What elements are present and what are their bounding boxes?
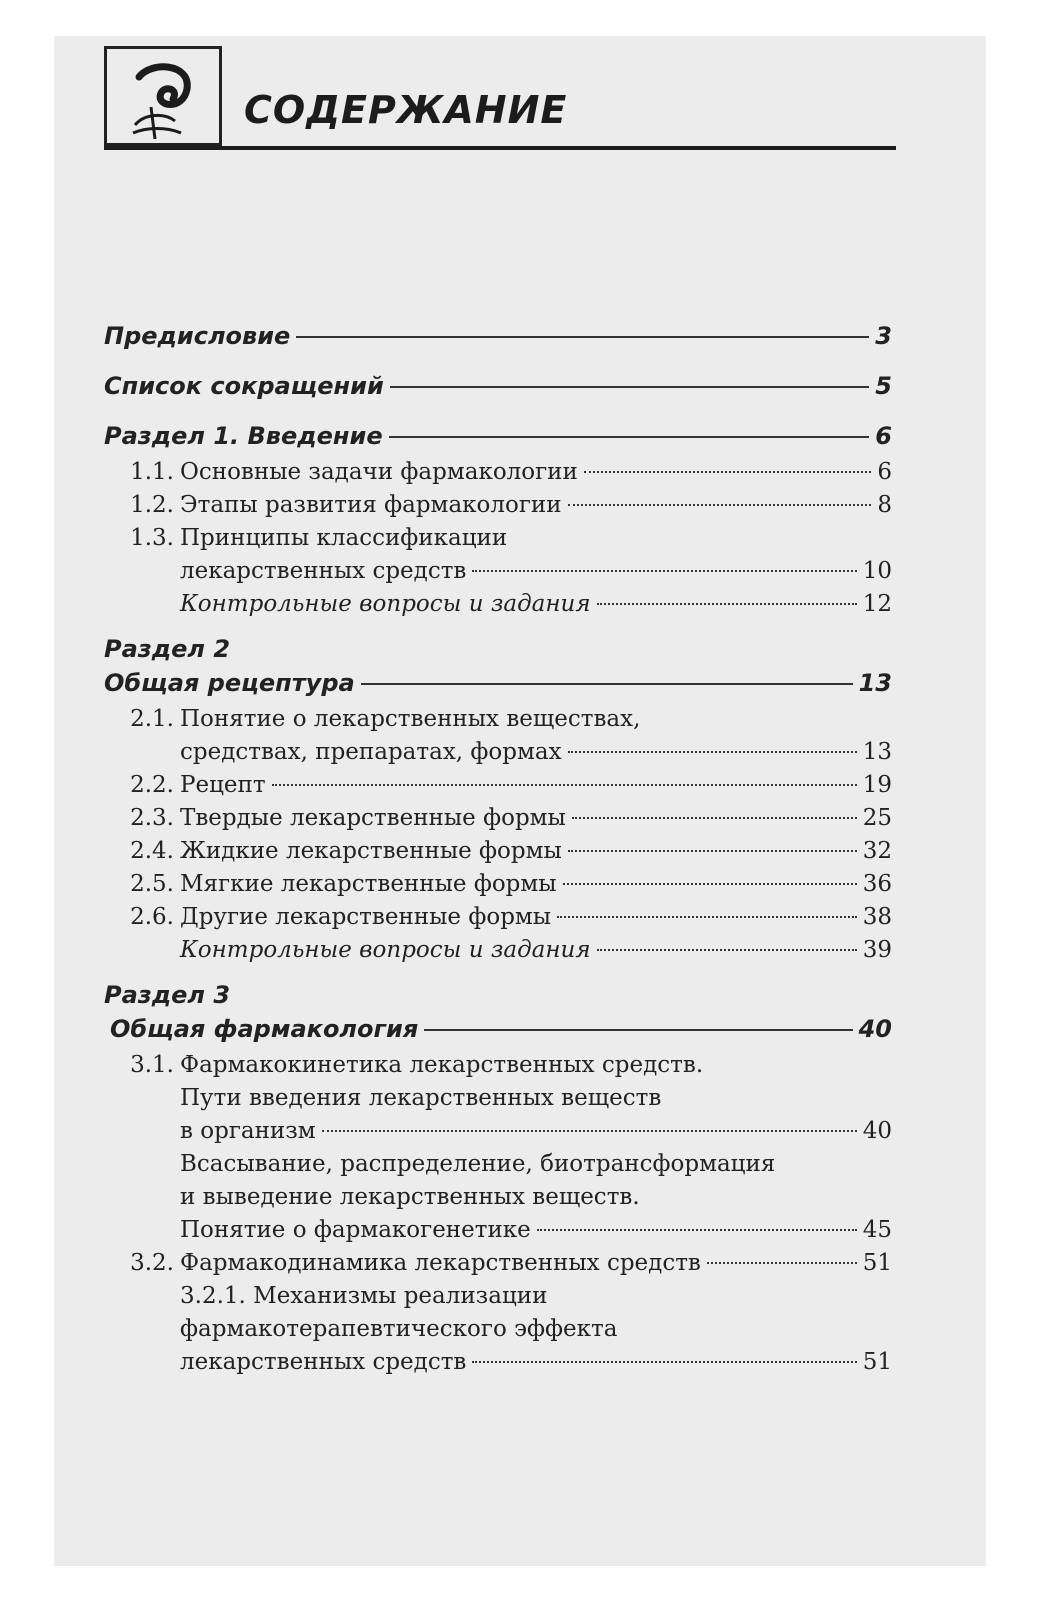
entry-label: Этапы развития фармакологии <box>180 492 562 518</box>
toc-entry-1-3-first-line[interactable] <box>104 522 892 555</box>
entry-page: 13 <box>858 669 892 697</box>
entry-number: 2.4. <box>130 838 174 864</box>
toc-entry-1-3[interactable] <box>104 555 892 588</box>
leader-line <box>296 336 869 338</box>
toc-entry-2-6[interactable] <box>104 901 892 934</box>
entry-number: 2.3. <box>130 805 174 831</box>
toc-entry-3-2-1-line-1[interactable]: 3.2.1. Механизмы реализации <box>180 1283 548 1309</box>
toc-entry-questions-1[interactable] <box>104 588 892 621</box>
table-of-contents <box>104 322 892 1379</box>
entry-label: Фармакодинамика лекарственных средств <box>180 1250 701 1276</box>
toc-entry-preface[interactable] <box>104 322 892 356</box>
entry-number: 1.3. <box>130 525 174 551</box>
entry-label: Предисловие <box>104 322 291 350</box>
pharmacy-logo <box>104 46 222 146</box>
entry-page: 13 <box>862 739 892 765</box>
entry-label: Понятие о фармакогенетике <box>180 1217 531 1243</box>
contents-header <box>104 46 896 154</box>
toc-entry-2-1[interactable] <box>104 736 892 769</box>
entry-label: Основные задачи фармакологии <box>180 459 578 485</box>
entry-page: 5 <box>875 372 892 400</box>
leader-line <box>272 784 857 786</box>
leader-line <box>390 386 870 388</box>
leader-line <box>597 603 857 605</box>
entry-label-line: Принципы классификации <box>180 525 508 551</box>
entry-label: Раздел 1. Введение <box>104 422 383 450</box>
entry-label: Контрольные вопросы и задания <box>180 937 591 963</box>
entry-label: Другие лекарственные формы <box>180 904 552 930</box>
entry-label: средствах, препаратах, формах <box>180 739 562 765</box>
bowl-of-hygieia-icon <box>121 55 211 143</box>
leader-line <box>572 817 857 819</box>
entry-page: 12 <box>862 591 892 617</box>
entry-page: 36 <box>862 871 892 897</box>
toc-entry-3-2-1-line-2: фармакотерапевтического эффекта <box>180 1316 618 1342</box>
entry-page: 19 <box>862 772 892 798</box>
entry-page: 25 <box>862 805 892 831</box>
entry-label: Жидкие лекарственные формы <box>180 838 562 864</box>
entry-page: 40 <box>862 1118 892 1144</box>
title-underline <box>104 146 896 150</box>
section-3-heading: Раздел 3 <box>104 981 231 1009</box>
entry-page: 6 <box>875 422 892 450</box>
leader-line <box>568 850 857 852</box>
entry-page: 51 <box>862 1250 892 1276</box>
leader-line <box>322 1130 857 1132</box>
entry-page: 39 <box>862 937 892 963</box>
entry-label: Общая рецептура <box>104 669 355 697</box>
leader-line <box>537 1229 857 1231</box>
section-2-heading: Раздел 2 <box>104 635 231 663</box>
entry-page: 38 <box>862 904 892 930</box>
toc-entry-3-1-line-5: и выведение лекарственных веществ. <box>180 1184 640 1210</box>
entry-label: лекарственных средств <box>180 1349 467 1375</box>
toc-entry-2-5[interactable] <box>104 868 892 901</box>
toc-entry-3-1-line-4: Всасывание, распределение, биотрансформация <box>180 1151 776 1177</box>
entry-number: 3.1. <box>130 1052 174 1078</box>
toc-entry-2-4[interactable] <box>104 835 892 868</box>
leader-line <box>361 683 853 685</box>
toc-entry-3-1-pharmacogenetics[interactable] <box>104 1214 892 1247</box>
toc-entry-3-1-line-2: Пути введения лекарственных веществ <box>180 1085 662 1111</box>
entry-label: Общая фармакология <box>110 1015 419 1043</box>
leader-line <box>707 1262 857 1264</box>
entry-page: 10 <box>862 558 892 584</box>
toc-entry-3-1-line-1[interactable] <box>104 1049 892 1082</box>
entry-label: Рецепт <box>180 772 266 798</box>
toc-entry-abbreviations[interactable] <box>104 372 892 406</box>
toc-entry-1-1[interactable] <box>104 456 892 489</box>
leader-line <box>568 751 857 753</box>
toc-entry-2-3[interactable] <box>104 802 892 835</box>
entry-page: 51 <box>862 1349 892 1375</box>
toc-entry-1-2[interactable] <box>104 489 892 522</box>
entry-page: 3 <box>875 322 892 350</box>
entry-label-line: Понятие о лекарственных веществах, <box>180 706 641 732</box>
entry-number: 2.2. <box>130 772 174 798</box>
leader-line <box>424 1029 852 1031</box>
leader-line <box>472 570 856 572</box>
entry-page: 32 <box>862 838 892 864</box>
entry-page: 6 <box>877 459 892 485</box>
toc-entry-questions-2[interactable] <box>104 934 892 967</box>
leader-line <box>563 883 857 885</box>
leader-line <box>557 916 857 918</box>
entry-label: Контрольные вопросы и задания <box>180 591 591 617</box>
toc-entry-section-3[interactable] <box>104 1015 892 1049</box>
entry-label: в организм <box>180 1118 316 1144</box>
toc-entry-3-1[interactable] <box>104 1115 892 1148</box>
leader-line <box>389 436 870 438</box>
entry-number: 1.2. <box>130 492 174 518</box>
leader-line <box>472 1361 856 1363</box>
toc-entry-3-2[interactable] <box>104 1247 892 1280</box>
entry-page: 40 <box>858 1015 892 1043</box>
toc-entry-section-1[interactable] <box>104 422 892 456</box>
entry-number: 3.2. <box>130 1250 174 1276</box>
toc-entry-section-2[interactable] <box>104 669 892 703</box>
toc-entry-2-1-first-line[interactable] <box>104 703 892 736</box>
leader-line <box>597 949 857 951</box>
leader-line <box>568 504 872 506</box>
entry-number: 2.5. <box>130 871 174 897</box>
entry-number: 2.1. <box>130 706 174 732</box>
toc-entry-2-2[interactable] <box>104 769 892 802</box>
entry-label: лекарственных средств <box>180 558 467 584</box>
page-title: СОДЕРЖАНИЕ <box>244 88 568 132</box>
entry-number: 1.1. <box>130 459 174 485</box>
entry-number: 2.6. <box>130 904 174 930</box>
toc-entry-3-2-1[interactable] <box>104 1346 892 1379</box>
entry-page: 8 <box>877 492 892 518</box>
leader-line <box>584 471 872 473</box>
entry-page: 45 <box>862 1217 892 1243</box>
entry-label: Список сокращений <box>104 372 384 400</box>
entry-label-line: Фармакокинетика лекарственных средств. <box>180 1052 704 1078</box>
entry-label: Мягкие лекарственные формы <box>180 871 557 897</box>
entry-label: Твердые лекарственные формы <box>180 805 566 831</box>
